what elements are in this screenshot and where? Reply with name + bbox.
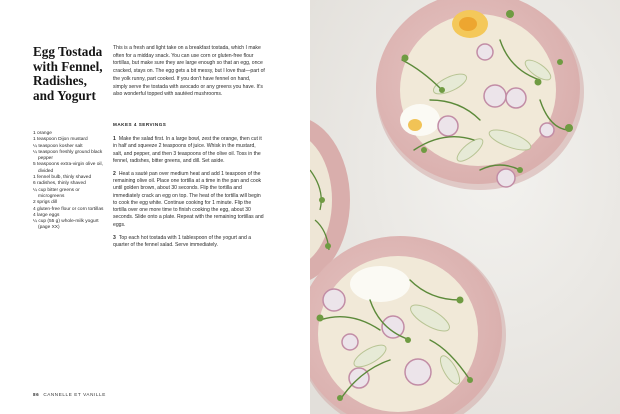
recipe-title: Egg Tostada with Fennel, Radishes, and Yogurt — [33, 44, 103, 103]
step-number: 3 — [113, 234, 116, 241]
ingredient-item: 1 orange — [33, 131, 52, 136]
step-text: Top each hot tostada with 1 tablespoon of the yogurt and a quarter of the fennel salad. Serve immediately. — [113, 234, 252, 248]
page-footer — [33, 392, 106, 397]
ingredient-item: 2 sprigs dill — [33, 200, 57, 206]
method-steps — [113, 136, 265, 255]
ingredient-item: 1 fennel bulb, thinly shaved — [33, 175, 92, 181]
ingredient-item: 4 large eggs — [33, 212, 60, 218]
ingredient-item: 1 teaspoon Dijon mustard — [33, 137, 88, 143]
ingredient-item: 5 teaspoons extra-virgin olive oil, divided — [33, 162, 103, 174]
ingredient-item: ¼ teaspoon kosher salt — [33, 143, 83, 149]
ingredient-item: ¼ cup bitter greens or microgreens — [33, 187, 80, 199]
ingredient-item: 6 radishes, thinly shaved — [33, 181, 86, 187]
method-step — [113, 235, 265, 250]
ingredient-item: ¼ cup (55 g) whole-milk yogurt (page XX) — [33, 219, 99, 231]
step-number: 1 — [113, 136, 116, 142]
ingredient-list — [33, 131, 105, 232]
step-number: 2 — [113, 170, 116, 177]
step-text: Heat a sauté pan over medium heat and add 1 teaspoon of the remaining olive oil. Place one tortilla at a time in the pan and cook until golden brown, about 30 seconds. Flip the tortilla and immediately crack an egg on top. The heat of the tortilla will begin to cook the egg white. Continue cooking for 1 minute. Flip the tortilla over one more time to finish cooking the egg, about 30 seconds. Slide onto a plate. Repeat with the remaining tortillas and eggs. — [113, 170, 264, 228]
method-step — [113, 136, 265, 165]
egg-tostada-plates-icon — [310, 0, 620, 414]
right-page-photo — [310, 0, 620, 414]
ingredient-item: ¼ teaspoon freshly ground black pepper — [33, 149, 103, 162]
method-step — [113, 171, 265, 229]
page-number: 86 — [33, 392, 40, 397]
book-title: CANNELLE ET VANILLE — [43, 392, 106, 397]
top-plate — [376, 0, 584, 190]
step-text: Make the salad first. In a large bowl, zest the orange, then cut it in half and squeeze 2 teaspoons of juice. Whisk in the mustard, salt, and pepper, and then 3 teaspoons of the olive oil. Toss in the fennel, radishes, bitter greens, and dill. Set aside. — [113, 136, 262, 164]
ingredient-item: 4 gluten-free flour or corn tortillas — [33, 206, 104, 212]
servings-label: MAKES 4 SERVINGS — [113, 122, 167, 127]
recipe-intro: This is a fresh and light take on a breakfast tostada, which I make often for a midday snack. You can use corn or gluten-free flour tortillas, but make sure they are large enough so that an egg, once cracked, stays on. The egg gets a bit messy, but I love that—part of the yolk runny, part cooked. If you don't have fennel on hand, simply serve the tostada with avocado or any greens you have. It's also wonderful topped with sautéed mushrooms. — [113, 45, 265, 98]
